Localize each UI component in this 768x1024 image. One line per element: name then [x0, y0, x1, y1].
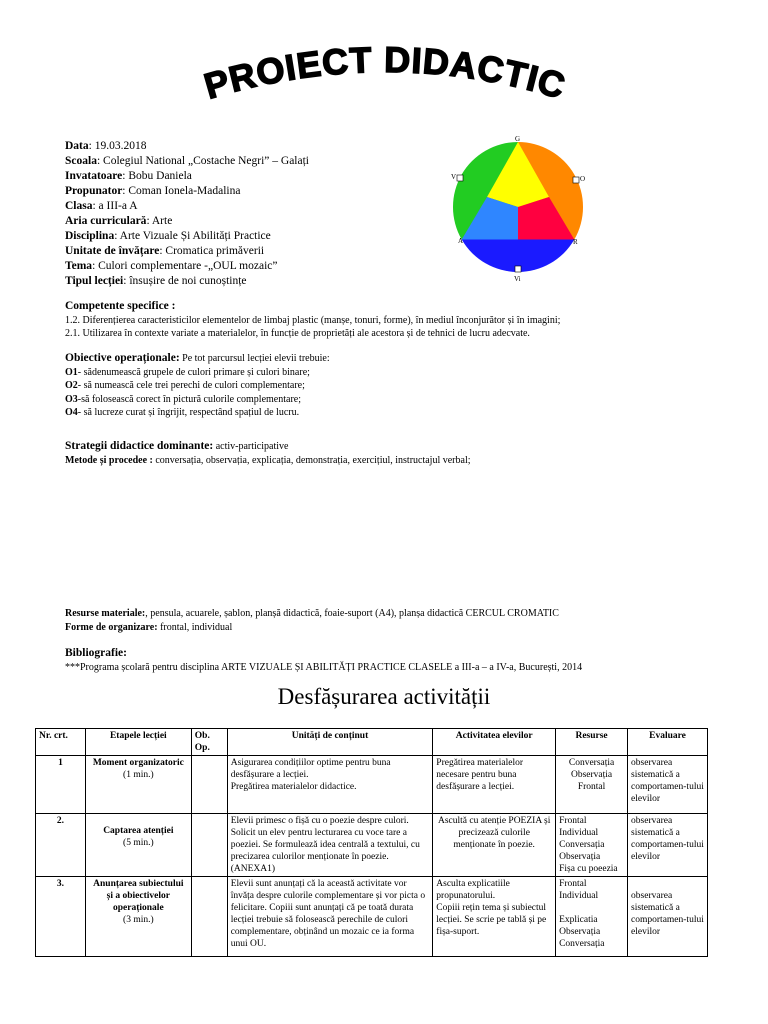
- objectives-section: [65, 352, 715, 420]
- cell-nr: 2.: [36, 814, 86, 877]
- header-evaluation: Evaluare: [628, 729, 708, 756]
- info-row-class: Clasa: a III-a A: [65, 200, 138, 212]
- bibliography-section: [65, 647, 715, 674]
- cell-nr: 1: [36, 756, 86, 814]
- competences-heading: Competente specifice :: [65, 300, 176, 312]
- cell-ob: [191, 877, 227, 957]
- resources-value: , pensula, acuarele, șablon, planșă didactică, foaie-suport (A4), planșa didactică CERCUL CROMATIC: [145, 608, 559, 619]
- objective-item: O3-să folosească corect în pictură culorile complementare;: [65, 393, 302, 405]
- cell-content: Asigurarea condițiilor optime pentru buna desfășurare a lecției. Pregătirea materialelor didactice.: [227, 756, 433, 814]
- objectives-intro: Pe tot parcursul lecției elevii trebuie:: [179, 353, 330, 364]
- wheel-label-bottom-right: R: [573, 238, 578, 246]
- cell-evaluation: observarea sistematică a comportamen-tului elevilor: [628, 814, 708, 877]
- objective-item: O4- să lucreze curat și îngrijit, respectând spațiul de lucru.: [65, 407, 300, 418]
- info-row-subject: Disciplina: Arte Vizuale Și Abilități Practice: [65, 230, 271, 242]
- objective-item: O2- să numească cele trei perechi de culori complementare;: [65, 380, 305, 391]
- organization-label: Forme de organizare:: [65, 621, 158, 633]
- header-stage: Etapele lecției: [85, 729, 191, 756]
- info-row-date: Data: 19.03.2018: [65, 140, 147, 152]
- competences-section: [65, 300, 715, 341]
- header-content: Unități de conținut: [227, 729, 433, 756]
- svg-text:PROIECT DIDACTIC: PROIECT DIDACTIC: [199, 40, 571, 107]
- table-row: [36, 756, 708, 814]
- cell-stage: Moment organizatoric (1 min.): [85, 756, 191, 814]
- color-wheel-diagram: [448, 132, 588, 284]
- cell-stage: Anunțarea subiectului și a obiectivelor operaționale (3 min.): [85, 877, 191, 957]
- activity-title: Desfășurarea activității: [277, 684, 491, 709]
- methods-label: Metode și procedee :: [65, 454, 153, 466]
- cell-content: Elevii primesc o fișă cu o poezie despre culori. Solicit un elev pentru lecturarea cu voce tare a poeziei. Se formulează idea centrală a textului, cu precizarea culorilor menționate în poezie. (ANEXA1): [227, 814, 433, 877]
- info-row-lesson-type: Tipul lecției: însușire de noi cunoștințe: [65, 275, 247, 287]
- header-resources: Resurse: [556, 729, 628, 756]
- cell-evaluation: observarea sistematică a comportamen-tului elevilor: [628, 756, 708, 814]
- wheel-label-bottom: Vi: [514, 275, 521, 283]
- cell-resources: Conversația Observația Frontal: [556, 756, 628, 814]
- organization-value: frontal, individual: [157, 621, 233, 633]
- methods-value: conversația, observația, explicația, demonstrația, exercițiul, instructajul verbal;: [152, 454, 471, 466]
- header-nr: Nr. crt.: [36, 729, 86, 756]
- competence-item: 1.2. Diferențierea caracteristicilor elementelor de limbaj plastic (manșe, tonuri, forme), în mediul înconjurător și în imagini;: [65, 314, 561, 326]
- cell-ob: [191, 756, 227, 814]
- table-header-row: [36, 729, 708, 756]
- lesson-plan-table: [35, 728, 708, 957]
- cell-evaluation: observarea sistematică a comportamen-tului elevilor: [628, 877, 708, 957]
- header-student-activity: Activitatea elevilor: [433, 729, 556, 756]
- table-row: [36, 814, 708, 877]
- competence-item: 2.1. Utilizarea în contexte variate a materialelor, în funcție de proprietăți ale acestora și de tehnici de lucru adecvate.: [65, 328, 530, 339]
- info-row-unit: Unitate de învățare: Cromatica primăverii: [65, 245, 265, 257]
- table-row: [36, 877, 708, 957]
- objectives-heading: Obiective operaționale:: [65, 352, 180, 364]
- strategies-value: activ-participative: [213, 441, 289, 452]
- wheel-label-bottom-left: A: [458, 237, 464, 245]
- cell-student-activity: Asculta explicatiile propunatorului. Copiii rețin tema și subiectul lecției. Se scrie pe tablă și pe fișa-suport.: [433, 877, 556, 957]
- info-row-teacher: Invatatoare: Bobu Daniela: [65, 170, 192, 182]
- cell-student-activity: Ascultă cu atenție POEZIA și precizează culorile menționate în poezie.: [433, 814, 556, 877]
- cell-ob: [191, 814, 227, 877]
- cell-student-activity: Pregătirea materialelor necesare pentru buna desfășurare a lecției.: [433, 756, 556, 814]
- wheel-label-left: V: [451, 173, 457, 181]
- resources-label: Resurse materiale:: [65, 608, 146, 619]
- cell-stage: Captarea atenției (5 min.): [85, 814, 191, 877]
- lesson-info: [65, 139, 425, 289]
- objective-item: O1- sădenumească grupele de culori primare și culori binare;: [65, 366, 310, 378]
- info-row-school: Scoala: Colegiul National „Costache Negri” – Galați: [65, 155, 310, 167]
- strategies-section: [65, 440, 715, 467]
- wheel-label-top: G: [515, 135, 521, 143]
- document-title: [190, 40, 580, 120]
- bibliography-item: ***Programa școlară pentru disciplina ARTE VIZUALE ȘI ABILITĂȚI PRACTICE CLASELE a III-a – a IV-a, București, 2014: [65, 661, 583, 673]
- info-row-proposer: Propunator: Coman Ionela-Madalina: [65, 185, 241, 197]
- wheel-label-right: O: [580, 175, 586, 183]
- info-row-area: Aria curriculară: Arte: [65, 215, 173, 227]
- resources-section: [65, 607, 715, 634]
- cell-resources: Frontal Individual Explicatia Observația Conversația: [556, 877, 628, 957]
- info-row-theme: Tema: Culori complementare -„OUL mozaic”: [65, 260, 278, 272]
- cell-resources: Frontal Individual Conversația Observația Fișa cu poeezia: [556, 814, 628, 877]
- strategies-label: Strategii didactice dominante:: [65, 440, 214, 452]
- header-ob: Ob. Op.: [191, 729, 227, 756]
- bibliography-heading: Bibliografie:: [65, 647, 127, 659]
- cell-nr: 3.: [36, 877, 86, 957]
- cell-content: Elevii sunt anunțați că la această activitate vor învăța despre culorile complementare și vor picta o felicitare. Copiii sunt anunțați că pe toată durata lecției trebuie să folosească perechile de culori complementare, obținând un mozaic ce ia forma unui OU.: [227, 877, 433, 957]
